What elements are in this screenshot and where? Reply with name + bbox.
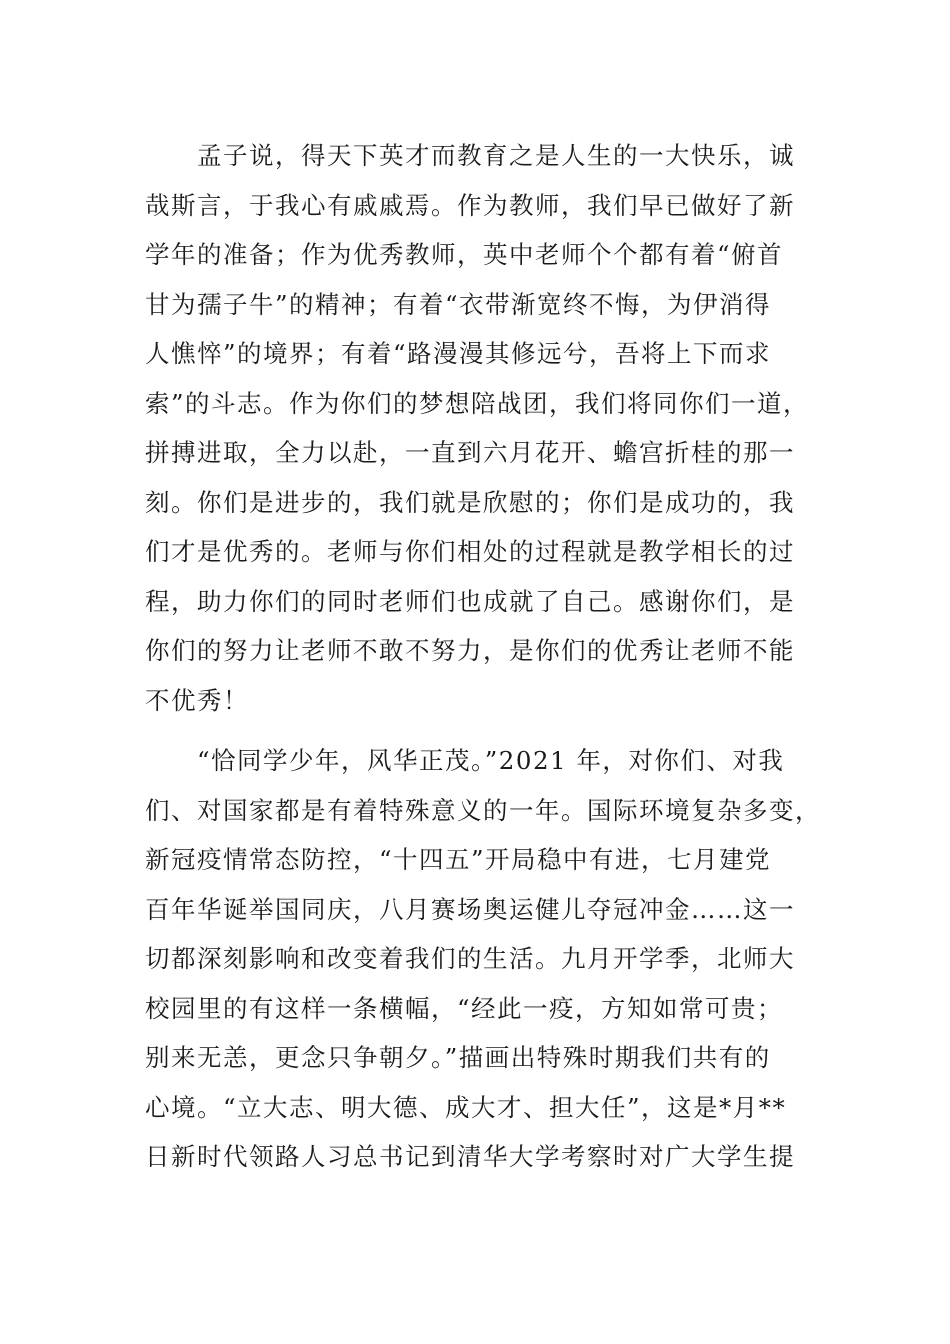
text-line: 新冠疫情常态防控，“十四五”开局稳中有进，七月建党 (145, 845, 772, 874)
text-line: 们、对国家都是有着特殊意义的一年。国际环境复杂多变， (145, 795, 821, 825)
text-line: 拼搏进取，全力以赴，一直到六月花开、蟾宫折桂的那一 (145, 438, 795, 467)
text-line: 心境。“立大志、明大德、成大才、担大任”，这是*月** (145, 1092, 787, 1122)
text-line: 百年华诞举国同庆，八月赛场奥运健儿夺冠冲金……这一 (145, 894, 795, 924)
text-line: 索”的斗志。作为你们的梦想陪战团，我们将同你们一道， (145, 388, 810, 418)
text-line: 们才是优秀的。老师与你们相处的过程就是教学相长的过 (145, 537, 795, 566)
text-line: 哉斯言，于我心有戚戚焉。作为教师，我们早已做好了新 (145, 190, 795, 220)
text-line: 人憔悴”的境界；有着“路漫漫其修远兮，吾将上下而求 (145, 339, 772, 368)
text-line: 刻。你们是进步的，我们就是欣慰的；你们是成功的，我 (145, 487, 795, 517)
text-line: 别来无恙，更念只争朝夕。”描画出特殊时期我们共有的 (145, 1043, 771, 1072)
text-line: 校园里的有这样一条横幅，“经此一疫，方知如常可贵； (145, 993, 784, 1023)
text-line: 切都深刻影响和改变着我们的生活。九月开学季，北师大 (145, 944, 795, 973)
text-line: 孟子说，得天下英才而教育之是人生的一大快乐，诚 (197, 141, 795, 170)
text-line: 不优秀！ (145, 685, 249, 715)
text-line: 日新时代领路人习总书记到清华大学考察时对广大学生提 (145, 1142, 795, 1171)
text-line: 学年的准备；作为优秀教师，英中老师个个都有着“俯首 (145, 240, 784, 269)
paragraph-youth (145, 736, 821, 1182)
paragraph-mencius (145, 131, 810, 725)
text-line: 你们的努力让老师不敢不努力，是你们的优秀让老师不能 (145, 636, 795, 665)
text-line: 程，助力你们的同时老师们也成就了自己。感谢你们，是 (145, 586, 795, 616)
text-line: 甘为孺子牛”的精神；有着“衣带渐宽终不悔，为伊消得 (145, 289, 772, 319)
text-line: “恰同学少年，风华正茂。”2021 年，对你们、对我 (197, 746, 785, 775)
